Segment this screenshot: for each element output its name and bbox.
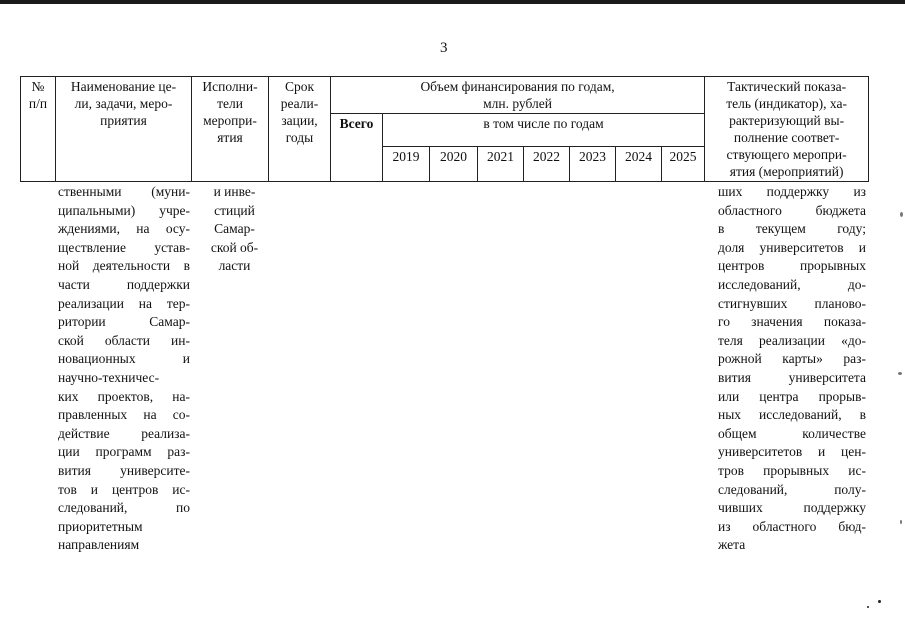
header-term: Срок реали- зации, годы [269,77,331,182]
text-line: центров прорывных [718,258,866,274]
text-line: чивших поддержку [718,500,866,516]
text-line: ждениями, на осу- [58,221,190,237]
text-line: ции программ раз- [58,444,190,460]
text-line: тров прорывных ис- [718,462,866,478]
text-line: университетов и цен- [718,444,866,460]
text-line: стигнувших планово- [718,295,866,311]
text-line: из областного бюд- [718,518,866,534]
scan-speck [900,212,903,217]
text-line: ритории Самар- [58,314,190,330]
text-line: стиций [214,202,255,218]
text-line: го значения показа- [718,314,866,330]
text-line: Самар- [214,221,255,237]
header-indicator: Тактический показа- тель (индикатор), ха- рактеризующий вы- полнение соответ- ствующего меропри- ятия (мероприятий) [705,77,869,182]
text-line: реализации на тер- [58,295,190,311]
text-line: областного бюджета [718,202,866,218]
table-header [20,76,869,182]
goal-name-column [58,183,190,555]
top-border-line [0,0,905,4]
header-year: 2025 [662,147,705,182]
text-line: тов и центров ис- [58,481,190,497]
text-line: действие реализа- [58,425,190,441]
text-line: или центра прорыв- [718,388,866,404]
scan-speck [867,606,869,608]
text-line: ществление устав- [58,239,190,255]
header-number: № п/п [21,77,56,182]
header-year: 2020 [430,147,478,182]
text-line: общем количестве [718,425,866,441]
text-line: ных исследований, в [718,407,866,423]
text-line: правленных на со- [58,407,190,423]
executor-column [202,183,267,276]
text-line: вития университе- [58,462,190,478]
text-line: рожной карты» раз- [718,351,866,367]
text-line: ких проектов, на- [58,388,190,404]
text-line: ших поддержку из [718,184,866,199]
header-year: 2019 [383,147,430,182]
header-funding: Объем финансирования по годам, млн. рублей [331,77,705,114]
text-line: следований, полу- [718,481,866,497]
text-line: теля реализации «до- [718,332,866,348]
text-line: доля университетов и [718,239,866,255]
text-line: новационных и [58,351,190,367]
indicator-column [718,183,866,555]
scan-speck [900,520,902,524]
text-line: и инве- [213,184,256,199]
text-line: приоритетным [58,518,143,534]
text-line: следований, по [58,500,190,516]
header-name: Наименование це- ли, задачи, меро- приятия [56,77,192,182]
text-line: ской об- [210,239,259,255]
text-line: направлениям [58,537,140,553]
text-line: ласти [218,258,251,274]
header-year: 2022 [524,147,570,182]
text-line: исследований, до- [718,276,866,292]
scan-speck [878,600,881,603]
header-year: 2021 [478,147,524,182]
header-total: Всего [331,114,383,182]
text-line: ципальными) учре- [58,202,190,218]
text-line: ной деятельности в [58,258,190,274]
header-year: 2023 [570,147,616,182]
text-line: в текущем году; [718,221,866,237]
page-number: 3 [440,40,448,56]
text-line: вития университета [718,369,866,385]
text-line: ской области ин- [58,332,190,348]
header-year: 2024 [616,147,662,182]
text-line: жета [718,537,746,553]
header-by-years: в том числе по годам [383,114,705,147]
header-executor: Исполни- тели меропри- ятия [192,77,269,182]
text-line: части поддержки [58,276,190,292]
text-line: научно-техничес- [58,369,160,385]
scan-speck [898,372,902,375]
text-line: ственными (муни- [58,184,190,199]
